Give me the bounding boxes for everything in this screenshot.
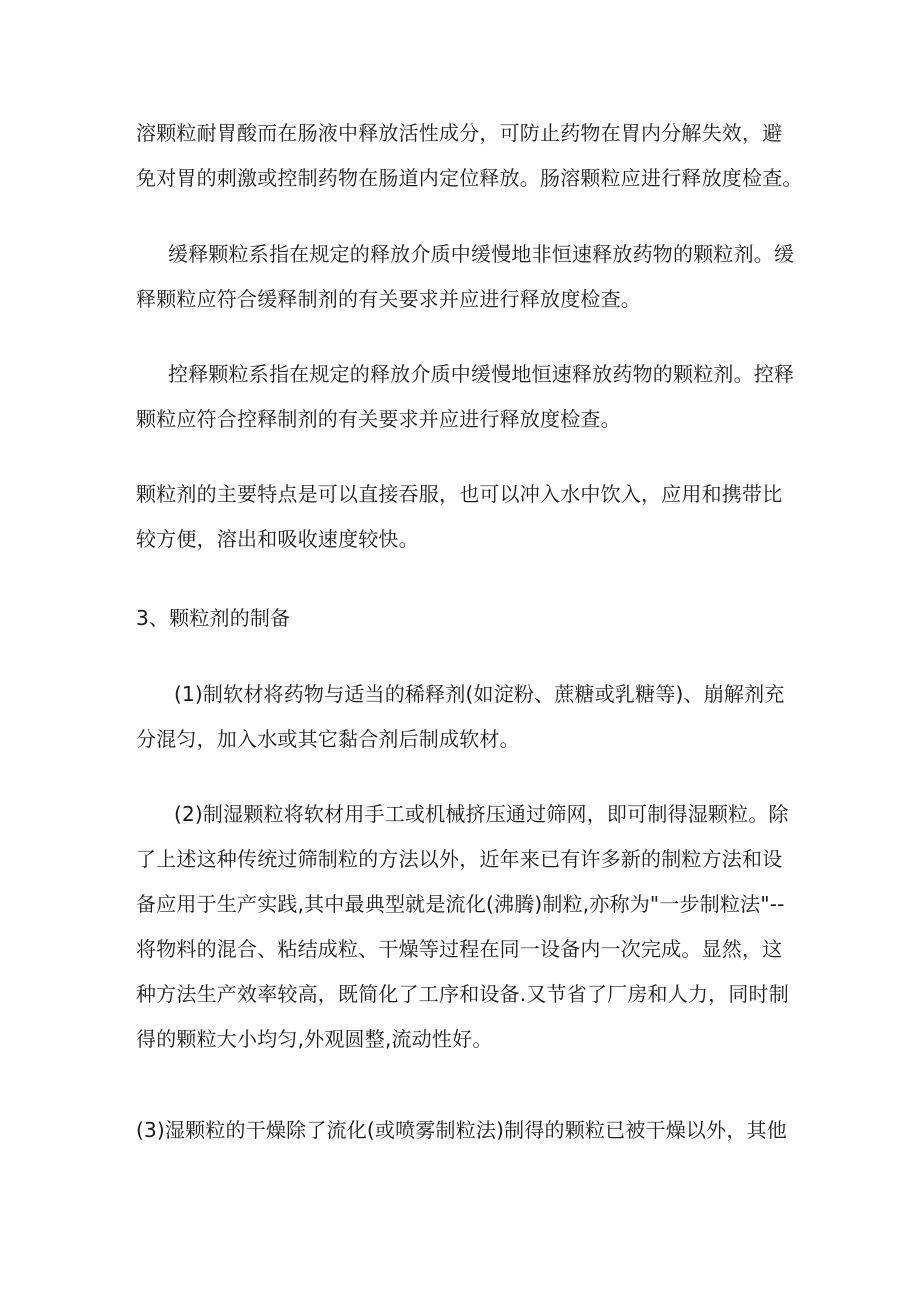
text-line: 了上述这种传统过筛制粒的方法以外，近年来已有许多新的制粒方法和设 bbox=[136, 847, 783, 871]
paragraph-step-2-wet-granules bbox=[136, 800, 796, 1053]
text-line: (3)湿颗粒的干燥除了流化(或喷雾制粒法)制得的颗粒已被干燥以外，其他 bbox=[136, 1118, 787, 1142]
text-line: 种方法生产效率较高，既简化了工序和设备.又节省了厂房和人力，同时制 bbox=[136, 982, 789, 1006]
text-line: 分混匀，加入水或其它黏合剂后制成软材。 bbox=[136, 727, 520, 751]
text-line: 溶颗粒耐胃酸而在肠液中释放活性成分，可防止药物在胃内分解失效，避 bbox=[136, 121, 783, 145]
text-line: 免对胃的刺激或控制药物在肠道内定位释放。肠溶颗粒应进行释放度检查。 bbox=[136, 166, 803, 190]
text-line: (1)制软材将药物与适当的稀释剂(如淀粉、蔗糖或乳糖等)、崩解剂充 bbox=[174, 682, 785, 706]
text-line: 得的颗粒大小均匀,外观圆整,流动性好。 bbox=[136, 1027, 493, 1051]
section-heading: 3、颗粒剂的制备 bbox=[136, 606, 291, 630]
paragraph-features bbox=[136, 480, 796, 553]
text-line: 控释颗粒系指在规定的释放介质中缓慢地恒速释放药物的颗粒剂。控释 bbox=[168, 362, 795, 386]
text-line: 将物料的混合、粘结成粒、干燥等过程在同一设备内一次完成。显然，这 bbox=[136, 937, 783, 961]
text-line: 较方便，溶出和吸收速度较快。 bbox=[136, 527, 419, 551]
paragraph-step-3-drying bbox=[136, 1116, 796, 1144]
paragraph-sustained-release bbox=[136, 240, 796, 313]
text-line: 颗粒剂的主要特点是可以直接吞服，也可以冲入水中饮入，应用和携带比 bbox=[136, 482, 783, 506]
paragraph-enteric-granules bbox=[136, 119, 803, 192]
text-line: 缓释颗粒系指在规定的释放介质中缓慢地非恒速释放药物的颗粒剂。缓 bbox=[168, 242, 795, 266]
text-line: (2)制湿颗粒将软材用手工或机械挤压通过筛网，即可制得湿颗粒。除 bbox=[174, 802, 789, 826]
text-line: 颗粒应符合控释制剂的有关要求并应进行释放度检查。 bbox=[136, 407, 621, 431]
section-heading-preparation bbox=[136, 604, 796, 632]
paragraph-step-1-soft-material bbox=[136, 680, 796, 753]
paragraph-controlled-release bbox=[136, 360, 796, 433]
text-line: 释颗粒应符合缓释制剂的有关要求并应进行释放度检查。 bbox=[136, 287, 641, 311]
text-line: 备应用于生产实践,其中最典型就是流化(沸腾)制粒,亦称为"一步制粒法"-- bbox=[136, 892, 785, 916]
